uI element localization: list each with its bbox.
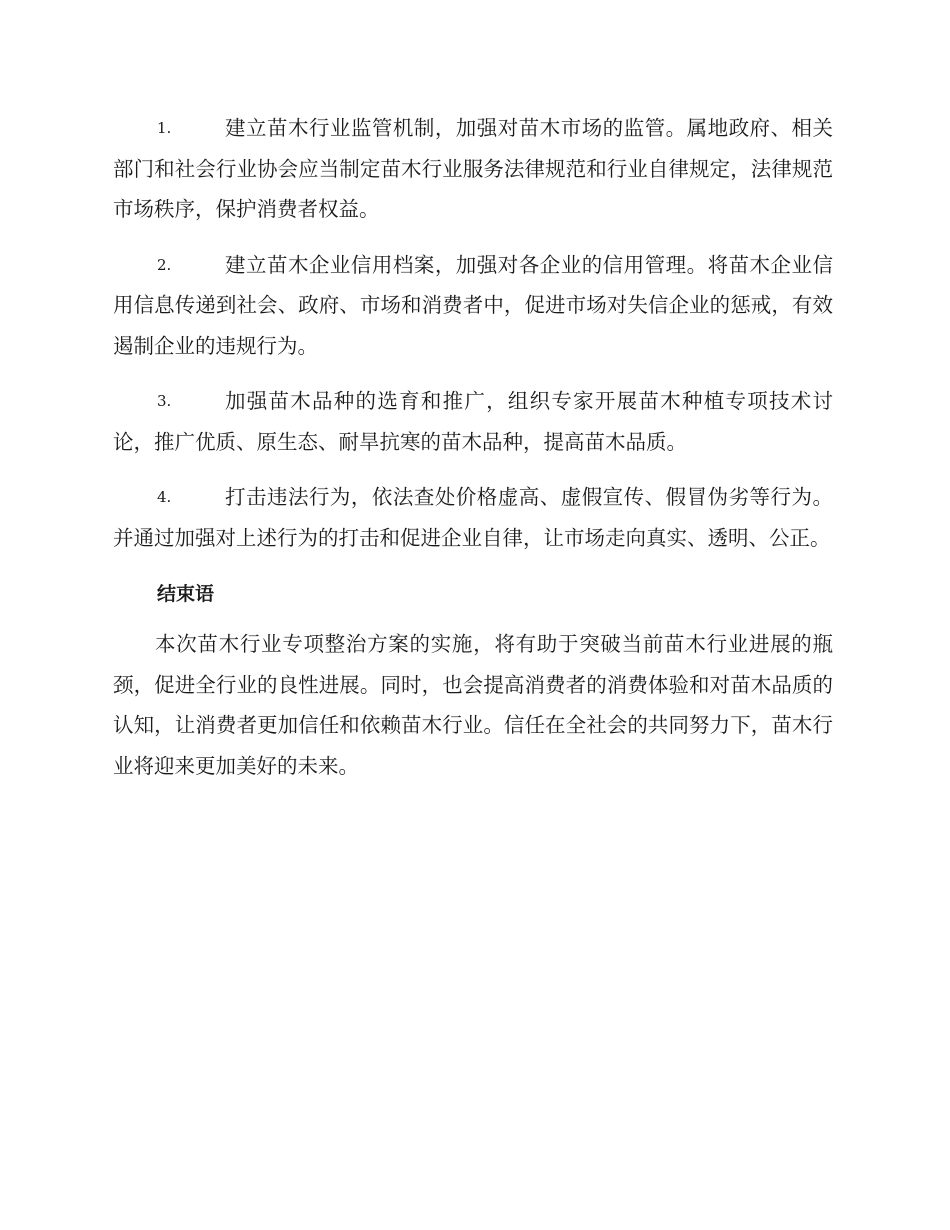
list-item-number: 3. xyxy=(157,392,172,410)
list-item-2 xyxy=(113,245,833,367)
list-item-text: 建立苗木企业信用档案，加强对各企业的信用管理。将苗木企业信用信息传递到社会、政府、市场和消费者中，促进市场对失信企业的惩戒，有效遏制企业的违规行为。 xyxy=(113,252,833,358)
list-item-4 xyxy=(113,477,833,558)
list-item-number: 1. xyxy=(157,119,172,137)
list-item-number: 2. xyxy=(157,255,172,274)
list-item-text: 加强苗木品种的选育和推广，组织专家开展苗木种植专项技术讨论，推广优质、原生态、耐旱抗寒的苗木品种，提高苗木品质。 xyxy=(113,389,833,454)
conclusion-heading: 结束语 xyxy=(157,583,215,605)
conclusion-paragraph: 本次苗木行业专项整治方案的实施，将有助于突破当前苗木行业进展的瓶颈，促进全行业的良性进展。同时，也会提高消费者的消费体验和对苗木品质的认知，让消费者更加信任和依赖苗木行业。信任在全社会的共同努力下，苗木行业将迎来更加美好的未来。 xyxy=(113,632,833,778)
list-item-3 xyxy=(113,381,833,462)
list-item-text: 建立苗木行业监管机制，加强对苗木市场的监管。属地政府、相关部门和社会行业协会应当制定苗木行业服务法律规范和行业自律规定，法律规范市场秩序，保护消费者权益。 xyxy=(113,116,833,221)
list-item-text: 打击违法行为，依法查处价格虚高、虚假宣传、假冒伪劣等行为。并通过加强对上述行为的打击和促进企业自律，让市场走向真实、透明、公正。 xyxy=(113,485,833,550)
list-item-1 xyxy=(113,108,833,230)
list-item-number: 4. xyxy=(157,488,172,506)
